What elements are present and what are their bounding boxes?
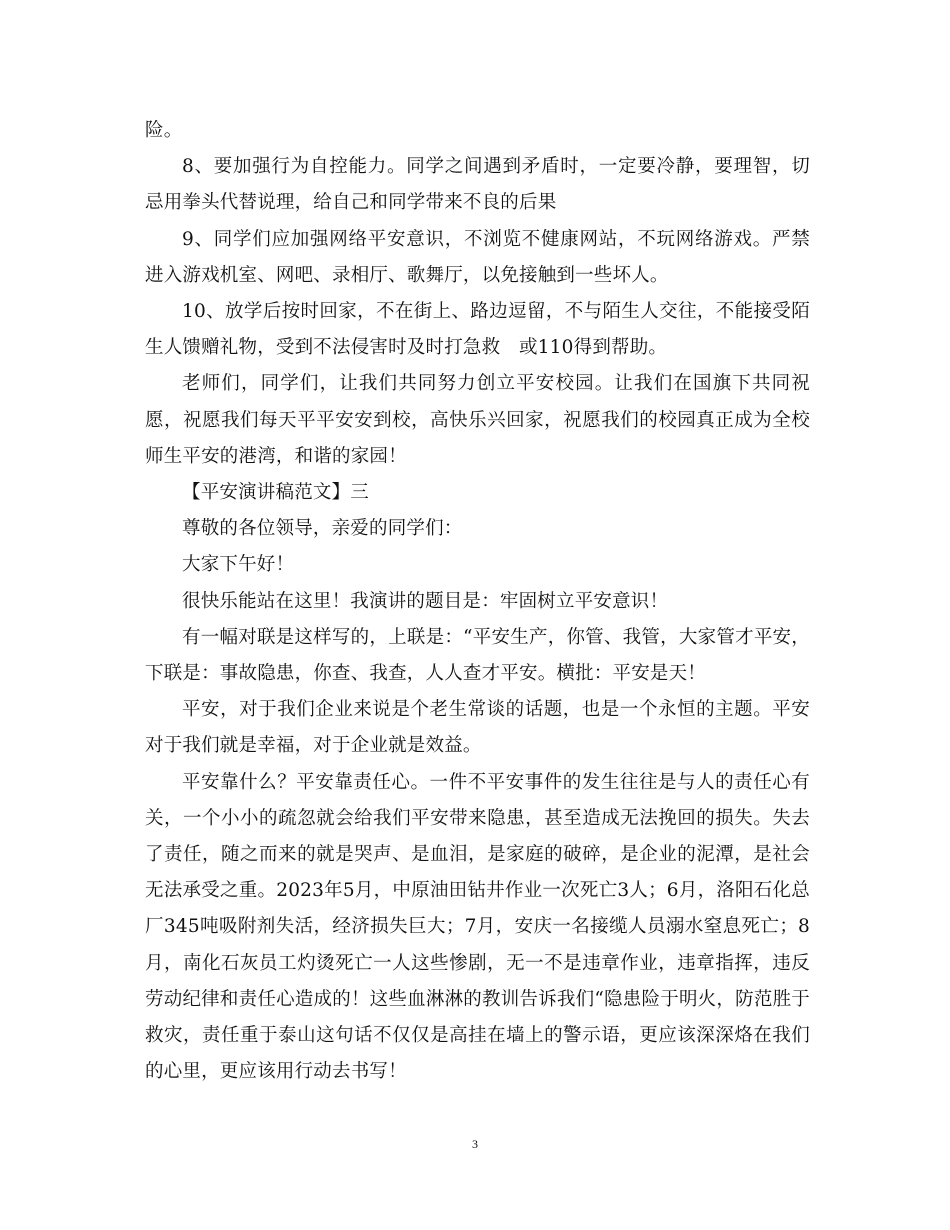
page-number: 3 xyxy=(472,1137,478,1151)
paragraph-item-9: 9、同学们应加强网络平安意识，不浏览不健康网站，不玩网络游戏。严禁进入游戏机室、网吧、录相厅、歌舞厅，以免接触到一些坏人。 xyxy=(145,228,810,286)
section-heading: 【平安演讲稿范文】三 xyxy=(182,482,370,504)
paragraph-continuation: 险。 xyxy=(145,120,183,141)
paragraph-item-8: 8、要加强行为自控能力。同学之间遇到矛盾时，一定要冷静，要理智，切忌用拳头代替说理，给自己和同学带来不良的后果 xyxy=(145,156,810,214)
paragraph-closing: 老师们，同学们，让我们共同努力创立平安校园。让我们在国旗下共同祝愿，祝愿我们每天平平安安到校，高快乐兴回家，祝愿我们的校园真正成为全校师生平安的港湾，和谐的家园！ xyxy=(145,373,810,467)
paragraph-item-10: 10、放学后按时回家，不在街上、路边逗留，不与陌生人交往，不能接受陌生人馈赠礼物，受到不法侵害时及时打急救 或110得到帮助。 xyxy=(145,301,810,359)
paragraph-safety-theme: 平安，对于我们企业来说是个老生常谈的话题，也是一个永恒的主题。平安对于我们就是幸福，对于企业就是效益。 xyxy=(145,699,810,757)
paragraph-couplet: 有一幅对联是这样写的，上联是：“平安生产，你管、我管，大家管才平安，下联是：事故隐患，你查、我查，人人查才平安。横批：平安是天！ xyxy=(145,626,810,685)
greeting: 大家下午好！ xyxy=(182,554,295,576)
document-body xyxy=(145,113,810,1090)
speech-topic: 很快乐能站在这里！我演讲的题目是：牢固树立平安意识！ xyxy=(182,590,669,612)
salutation: 尊敬的各位领导，亲爱的同学们： xyxy=(182,518,463,540)
paragraph-responsibility: 平安靠什么？平安靠责任心。一件不平安事件的发生往往是与人的责任心有关，一个小小的疏忽就会给我们平安带来隐患，甚至造成无法挽回的损失。失去了责任，随之而来的就是哭声、是血泪，是家庭的破碎，是企业的泥潭，是社会无法承受之重。2023年5月，中原油田钻井作业一次死亡3人；6月，洛阳石化总厂345吨吸附剂失活，经济损失巨大；7月，安庆一名接缆人员溺水窒息死亡；8月，南化石灰员工灼烫死亡一人这些惨剧，无一不是违章作业，违章指挥，违反劳动纪律和责任心造成的！这些血淋淋的教训告诉我们“隐患险于明火，防范胜于救灾，责任重于泰山这句话不仅仅是高挂在墙上的警示语，更应该深深烙在我们的心里，更应该用行动去书写！ xyxy=(145,771,810,1083)
